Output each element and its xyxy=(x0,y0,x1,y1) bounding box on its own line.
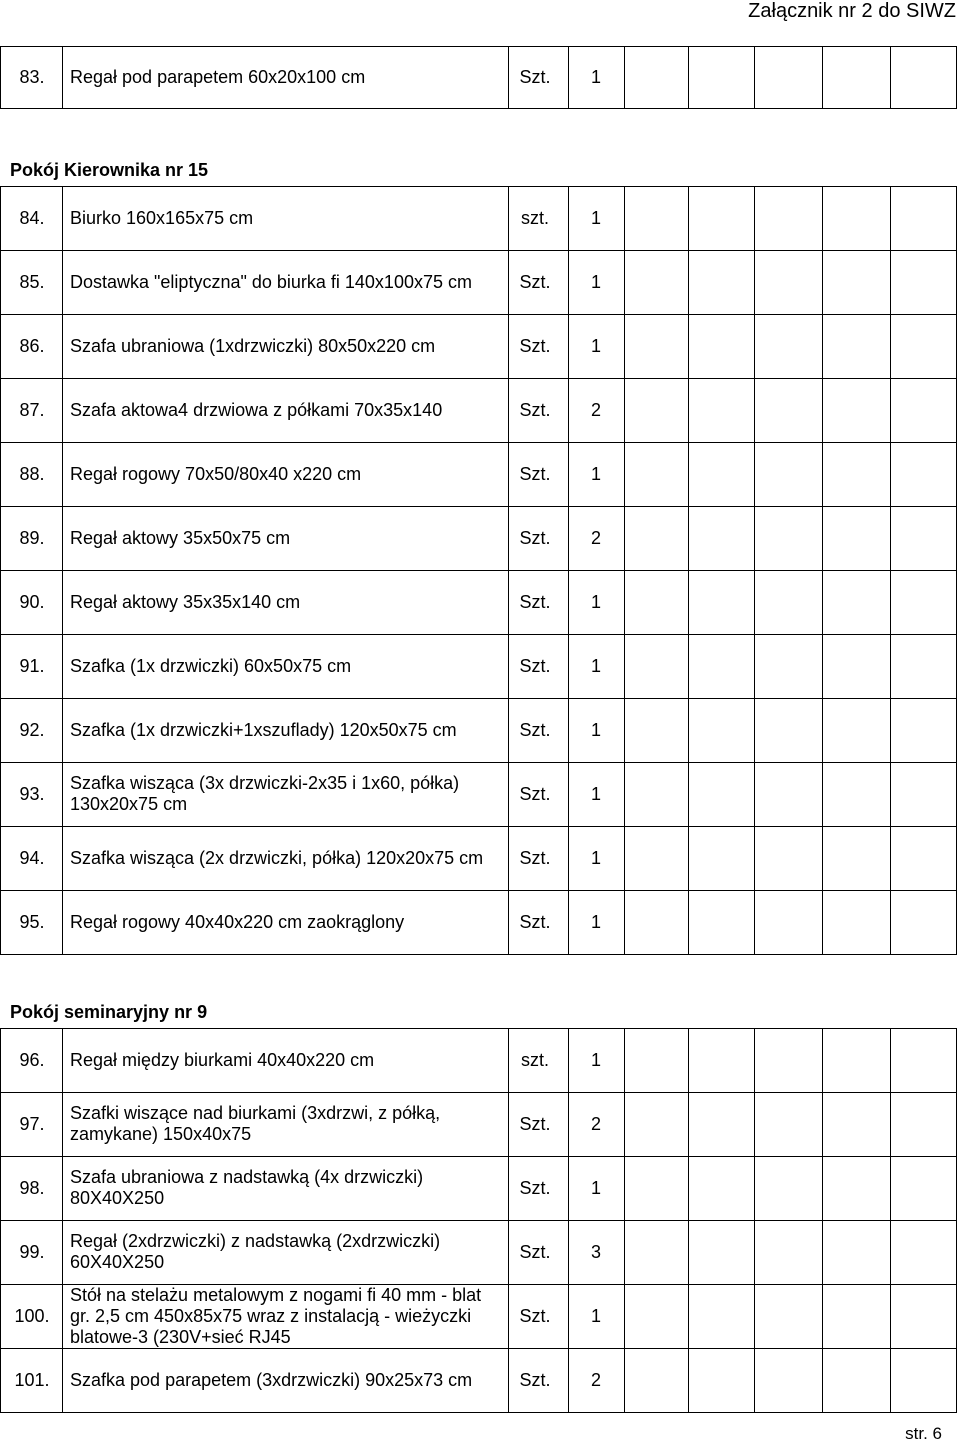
item-description: Regał pod parapetem 60x20x100 cm xyxy=(70,66,366,87)
item-quantity: 3 xyxy=(590,1241,601,1262)
item-quantity: 1 xyxy=(590,1049,601,1070)
item-number: 83. xyxy=(19,66,45,87)
item-number: 92. xyxy=(19,719,45,740)
item-unit: Szt. xyxy=(519,66,551,87)
item-unit: Szt. xyxy=(519,719,551,740)
item-number: 88. xyxy=(19,463,45,484)
item-description: Regał aktowy 35x50x75 cm xyxy=(70,527,291,548)
item-number: 93. xyxy=(19,783,45,804)
column-divider xyxy=(956,46,957,108)
item-quantity: 1 xyxy=(590,847,601,868)
item-unit: Szt. xyxy=(519,655,551,676)
row-border xyxy=(0,954,957,955)
item-description: Szafa ubraniowa z nadstawką (4x drzwiczki) 80X40X250 xyxy=(70,1167,424,1208)
item-unit: szt. xyxy=(520,1049,549,1070)
item-number: 90. xyxy=(19,591,45,612)
item-number: 84. xyxy=(19,207,45,228)
item-description: Regał rogowy 70x50/80x40 x220 cm xyxy=(70,463,362,484)
item-unit: Szt. xyxy=(519,335,551,356)
item-number: 85. xyxy=(19,271,45,292)
item-quantity: 2 xyxy=(590,1369,601,1390)
item-quantity: 1 xyxy=(590,207,601,228)
item-description: Szafka wisząca (2x drzwiczki, półka) 120x20x75 cm xyxy=(70,847,484,868)
item-unit: Szt. xyxy=(519,911,551,932)
item-description: Regał (2xdrzwiczki) z nadstawką (2xdrzwiczki) 60X40X250 xyxy=(70,1231,441,1272)
item-unit: Szt. xyxy=(519,1113,551,1134)
item-description: Szafka wisząca (3x drzwiczki-2x35 i 1x60, półka) 130x20x75 cm xyxy=(70,773,460,814)
item-quantity: 1 xyxy=(590,1177,601,1198)
item-number: 89. xyxy=(19,527,45,548)
item-description: Szafa ubraniowa (1xdrzwiczki) 80x50x220 cm xyxy=(70,335,436,356)
column-divider xyxy=(0,46,1,108)
item-quantity: 2 xyxy=(590,527,601,548)
item-quantity: 1 xyxy=(590,1305,601,1326)
item-unit: Szt. xyxy=(519,783,551,804)
item-description: Stół na stelażu metalowym z nogami fi 40 mm - blat gr. 2,5 cm 450x85x75 wraz z instalacją - wieżyczki blatowe-3 (230V+sieć RJ45 xyxy=(70,1284,482,1347)
column-divider xyxy=(890,46,891,108)
item-unit: Szt. xyxy=(519,591,551,612)
section-title: Pokój Kierownika nr 15 xyxy=(10,160,209,180)
item-description: Biurko 160x165x75 cm xyxy=(70,207,254,228)
column-divider xyxy=(822,46,823,108)
item-description: Szafka (1x drzwiczki) 60x50x75 cm xyxy=(70,655,352,676)
item-unit: Szt. xyxy=(519,1241,551,1262)
item-quantity: 1 xyxy=(590,463,601,484)
item-quantity: 1 xyxy=(590,911,601,932)
item-number: 87. xyxy=(19,399,45,420)
item-number: 101. xyxy=(14,1369,50,1390)
item-number: 91. xyxy=(19,655,45,676)
item-unit: Szt. xyxy=(519,527,551,548)
item-quantity: 1 xyxy=(590,271,601,292)
row-border xyxy=(0,1412,957,1413)
item-number: 99. xyxy=(19,1241,45,1262)
item-quantity: 2 xyxy=(590,399,601,420)
column-divider xyxy=(62,46,63,108)
column-divider xyxy=(754,46,755,108)
item-number: 94. xyxy=(19,847,45,868)
item-description: Regał między biurkami 40x40x220 cm xyxy=(70,1049,375,1070)
attachment-note: Załącznik nr 2 do SIWZ xyxy=(748,0,956,22)
section-title: Pokój seminaryjny nr 9 xyxy=(10,1002,208,1022)
item-description: Szafa aktowa4 drzwiowa z półkami 70x35x140 xyxy=(70,399,443,420)
item-number: 86. xyxy=(19,335,45,356)
column-divider xyxy=(624,46,625,108)
column-divider xyxy=(568,46,569,108)
item-quantity: 1 xyxy=(590,66,601,87)
column-divider xyxy=(688,46,689,108)
item-unit: Szt. xyxy=(519,1305,551,1326)
item-number: 96. xyxy=(19,1049,45,1070)
item-quantity: 1 xyxy=(590,655,601,676)
item-unit: Szt. xyxy=(519,271,551,292)
item-description: Dostawka "eliptyczna" do biurka fi 140x100x75 cm xyxy=(70,271,472,292)
item-unit: Szt. xyxy=(519,463,551,484)
item-number: 98. xyxy=(19,1177,45,1198)
item-number: 97. xyxy=(19,1113,45,1134)
item-quantity: 1 xyxy=(590,591,601,612)
item-description: Regał aktowy 35x35x140 cm xyxy=(70,591,301,612)
item-quantity: 1 xyxy=(590,783,601,804)
item-unit: Szt. xyxy=(519,847,551,868)
item-unit: szt. xyxy=(520,207,549,228)
item-description: Szafka (1x drzwiczki+1xszuflady) 120x50x75 cm xyxy=(70,719,457,740)
item-unit: Szt. xyxy=(519,1177,551,1198)
item-quantity: 2 xyxy=(590,1113,601,1134)
page-number: str. 6 xyxy=(905,1424,942,1443)
item-number: 100. xyxy=(14,1305,50,1326)
item-description: Regał rogowy 40x40x220 cm zaokrąglony xyxy=(70,911,405,932)
item-number: 95. xyxy=(19,911,45,932)
item-quantity: 1 xyxy=(590,719,601,740)
item-unit: Szt. xyxy=(519,399,551,420)
item-description: Szafka pod parapetem (3xdrzwiczki) 90x25x73 cm xyxy=(70,1369,473,1390)
item-unit: Szt. xyxy=(519,1369,551,1390)
item-quantity: 1 xyxy=(590,335,601,356)
item-description: Szafki wiszące nad biurkami (3xdrzwi, z półką, zamykane) 150x40x75 xyxy=(70,1103,441,1144)
row-border xyxy=(0,108,957,109)
